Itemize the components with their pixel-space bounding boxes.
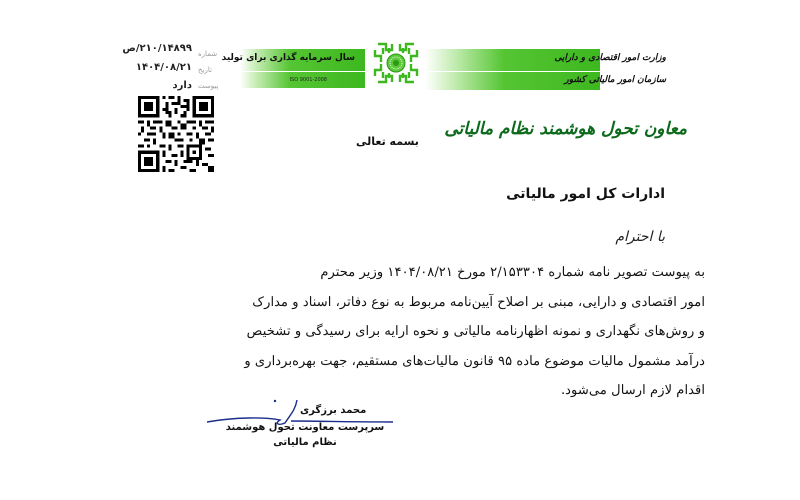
tax-organization-logo — [372, 40, 420, 86]
signer-name: محمد برزگری — [300, 405, 367, 416]
letter-number: ۲۱۰/۱۴۸۹۹/ص — [122, 43, 192, 54]
qr-code-icon — [135, 96, 217, 172]
label-attachment: پیوست — [198, 82, 219, 90]
signer-title-line2: نظام مالیاتی — [273, 437, 337, 448]
basmala: بسمه تعالی — [356, 135, 419, 148]
signer-title-line1: سرپرست معاونت تحول هوشمند — [225, 422, 385, 433]
body-line: اقدام لازم ارسال می‌شود. — [560, 383, 705, 398]
body-line: به پیوست تصویر نامه شماره ۲/۱۵۳۳۰۴ مورخ ۱۴۰۴/۰۸/۲۱ وزیر محترم — [320, 265, 705, 280]
label-number: شماره — [198, 50, 218, 58]
department-title: معاون تحول هوشمند نظام مالیاتی — [444, 119, 687, 139]
signature-block — [205, 395, 395, 455]
ministry-bar — [425, 49, 666, 71]
slogan-bar — [221, 49, 365, 71]
ministry-name: وزارت امور اقتصادی و دارایی — [554, 53, 666, 63]
label-date: تاریخ — [198, 66, 212, 74]
recipient: ادارات کل امور مالیاتی — [506, 186, 665, 202]
emblem-icon — [372, 40, 420, 86]
organization-bar — [425, 72, 666, 90]
salutation: با احترام — [615, 229, 665, 245]
iso-text: ISO 9001-2008 — [289, 77, 327, 83]
letter-date: ۱۴۰۴/۰۸/۲۱ — [135, 62, 192, 73]
letter-attachment: دارد — [172, 80, 192, 91]
body-line: امور اقتصادی و دارایی، مبنی بر اصلاح آیین‌نامه مربوط به نوع دفاتر، اسناد و مدارک — [252, 294, 705, 310]
letter-body — [120, 258, 705, 406]
organization-name: سازمان امور مالیاتی کشور — [564, 75, 666, 85]
body-line: درآمد مشمول مالیات موضوع ماده ۹۵ قانون مالیات‌های مستقیم، جهت بهره‌برداری و — [244, 353, 705, 369]
qr-code — [135, 96, 217, 172]
body-line: و روش‌های نگهداری و نمونه اظهارنامه مالیاتی و نحوه ارایه برای رسیدگی و تشخیص — [246, 324, 705, 339]
iso-bar — [240, 72, 365, 88]
slogan-text: سال سرمایه گذاری برای تولید — [221, 53, 355, 63]
